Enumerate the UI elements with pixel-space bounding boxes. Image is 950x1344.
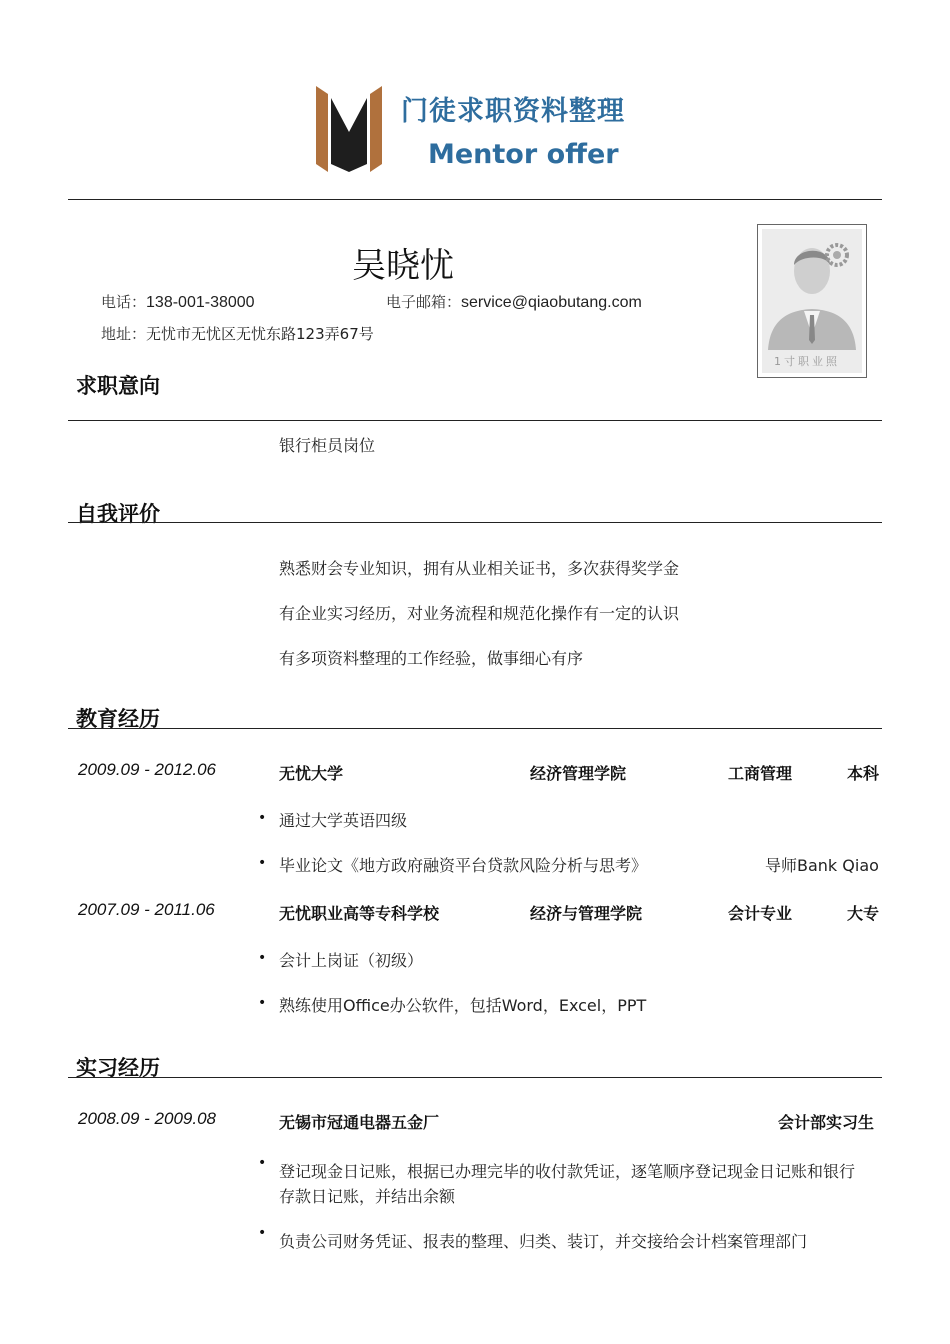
edu-date: 2007.09 - 2011.06	[78, 900, 215, 919]
edu-bullet: 毕业论文《地方政府融资平台贷款风险分析与思考》	[279, 856, 648, 875]
logo-mark-icon	[314, 84, 384, 174]
bullet-icon: •	[258, 1225, 267, 1241]
edu-school: 无忧大学	[279, 764, 344, 783]
bullet-icon: •	[258, 855, 267, 871]
edu-school: 无忧职业高等专科学校	[279, 904, 440, 923]
self-eval-title: 自我评价	[76, 502, 160, 526]
objective-divider	[68, 420, 882, 421]
email-value: service@qiaobutang.com	[461, 294, 642, 311]
education-title: 教育经历	[76, 707, 160, 731]
logo-cn-text: 门徒求职资料整理	[401, 96, 625, 127]
objective-title: 求职意向	[76, 374, 160, 398]
address-value: 无忧市无忧区无忧东路123弄67号	[146, 325, 374, 343]
objective-text: 银行柜员岗位	[279, 436, 376, 455]
intern-date: 2008.09 - 2009.08	[78, 1109, 217, 1128]
bullet-icon: •	[258, 810, 267, 826]
edu-major: 会计专业	[728, 904, 793, 923]
self-eval-line: 有企业实习经历，对业务流程和规范化操作有一定的认识	[279, 604, 680, 623]
email-row	[386, 291, 642, 312]
phone-label: 电话：	[101, 293, 147, 311]
header-divider	[68, 199, 882, 200]
edu-bullet: 会计上岗证（初级）	[279, 951, 424, 970]
self-eval-line: 有多项资料整理的工作经验，做事细心有序	[279, 649, 584, 668]
edu-college: 经济管理学院	[530, 764, 627, 783]
intern-bullet: 负责公司财务凭证、报表的整理、归类、装订，并交接给会计档案管理部门	[279, 1232, 808, 1251]
edu-bullet: 熟练使用Office办公软件，包括Word，Excel，PPT	[279, 996, 647, 1015]
bullet-icon: •	[258, 1155, 267, 1171]
photo-caption: 1寸职业照	[774, 355, 840, 368]
bullet-icon: •	[258, 950, 267, 966]
internship-divider	[68, 1077, 882, 1078]
self-eval-line: 熟悉财会专业知识，拥有从业相关证书，多次获得奖学金	[279, 559, 680, 578]
email-label: 电子邮箱：	[386, 293, 462, 311]
edu-degree: 大专	[847, 904, 880, 923]
edu-degree: 本科	[847, 764, 880, 783]
address-row	[101, 323, 374, 344]
internship-title: 实习经历	[76, 1056, 160, 1080]
address-label: 地址：	[101, 325, 147, 343]
intern-role: 会计部实习生	[778, 1113, 875, 1132]
edu-date: 2009.09 - 2012.06	[78, 760, 217, 779]
bullet-icon: •	[258, 995, 267, 1011]
phone-row	[101, 291, 255, 312]
edu-bullet: 通过大学英语四级	[279, 811, 408, 830]
edu-major: 工商管理	[728, 764, 793, 783]
intern-company: 无锡市冠通电器五金厂	[279, 1113, 440, 1132]
self-eval-divider	[68, 522, 882, 523]
candidate-name: 吴晓忧	[352, 246, 454, 286]
intern-bullet-cont: 存款日记账，并结出余额	[279, 1187, 456, 1206]
logo-en-text: Mentor offer	[428, 139, 619, 170]
education-divider	[68, 728, 882, 729]
edu-college: 经济与管理学院	[530, 904, 643, 923]
phone-value: 138-001-38000	[146, 294, 255, 311]
intern-bullet: 登记现金日记账，根据已办理完毕的收付款凭证，逐笔顺序登记现金日记账和银行	[279, 1162, 856, 1181]
edu-advisor: 导师Bank Qiao	[765, 856, 879, 875]
photo-frame	[757, 224, 867, 378]
